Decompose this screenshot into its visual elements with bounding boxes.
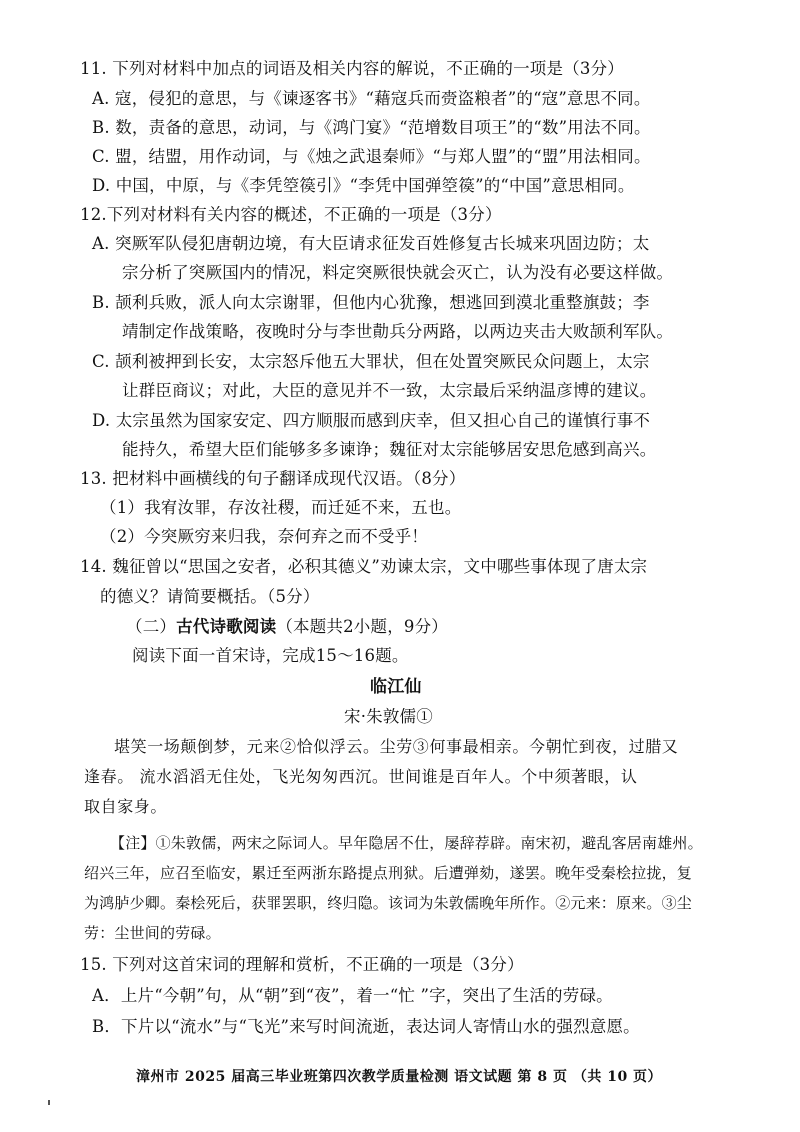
q11-option-a: A. 寇，侵犯的意思，与《谏逐客书》“藉寇兵而赍盗粮者”的“寇”意思不同。 [92, 89, 651, 108]
q14-line1: 14. 魏征曾以“思国之安者，必积其德义”劝谏太宗，文中哪些事体现了唐太宗 [80, 557, 648, 576]
q12-stem: 12.下列对材料有关内容的概述，不正确的一项是（3分） [80, 205, 502, 224]
section-heading-prefix: （二） [126, 617, 177, 636]
q12-option-d-line2: 能持久，希望大臣们能够多多谏诤；魏征对太宗能够居安思危感到高兴。 [122, 440, 657, 459]
q12-option-a-line2: 宗分析了突厥国内的情况，料定突厥很快就会灭亡，认为没有必要这样做。 [122, 263, 674, 282]
q15-option-b: B．下片以“流水”与“飞光”来写时间流逝，表达词人寄情山水的强烈意愿。 [92, 1017, 640, 1036]
note-line-4: 劳：尘世间的劳碌。 [84, 924, 221, 942]
section-intro: 阅读下面一首宋诗，完成15～16题。 [132, 646, 409, 665]
poem-line-1: 堪笑一场颠倒梦，元来②恰似浮云。尘劳③何事最相亲。今朝忙到夜，过腊又 [114, 737, 679, 756]
scan-speck [48, 1100, 50, 1105]
q12-option-c-line2: 让群臣商议；对此，大臣的意见并不一致，太宗最后采纳温彦博的建议。 [122, 381, 657, 400]
q13-sentence-1: （1）我宥汝罪，存汝社稷，而迁延不来，五也。 [100, 498, 462, 517]
section-heading-suffix: （本题共2小题，9分） [276, 617, 449, 636]
q14-line2: 的德义？请简要概括。（5分） [100, 587, 320, 606]
poem-author: 宋·朱敦儒① [344, 707, 433, 726]
note-line-3: 为鸿胪少卿。秦桧死后，获罪罢职，终归隐。该词为朱敦儒晚年所作。②元来：原来。③尘 [84, 894, 693, 912]
poem-line-2: 逢春。 流水滔滔无住处，飞光匆匆西沉。世间谁是百年人。个中须著眼，认 [84, 767, 638, 786]
q15-stem: 15. 下列对这首宋词的理解和赏析，不正确的一项是（3分） [80, 955, 524, 974]
q12-option-b-line2: 靖制定作战策略，夜晚时分与李世勣兵分两路，以两边夹击大败颉利军队。 [122, 322, 674, 341]
poem-title: 临江仙 [370, 677, 422, 697]
q11-option-c: C. 盟，结盟，用作动词，与《烛之武退秦师》“与郑人盟”的“盟”用法相同。 [92, 147, 651, 166]
q12-option-d-line1: D. 太宗虽然为国家安定、四方顺服而感到庆幸，但又担心自己的谨慎行事不 [92, 411, 651, 430]
q11-option-d: D. 中国，中原，与《李凭箜篌引》“李凭中国弹箜篌”的“中国”意思相同。 [92, 176, 635, 195]
q13-stem: 13. 把材料中画横线的句子翻译成现代汉语。（8分） [80, 469, 466, 488]
poem-line-3: 取自家身。 [84, 797, 168, 816]
q13-sentence-2: （2）今突厥穷来归我，奈何弃之而不受乎！ [100, 527, 428, 546]
section-heading-title: 古代诗歌阅读 [176, 617, 277, 636]
q15-option-a: A．上片“今朝”句，从“朝”到“夜”，着一“忙 ”字，突出了生活的劳碌。 [92, 986, 613, 1005]
note-line-2: 绍兴三年，应召至临安，累迁至两浙东路提点刑狱。后遭弹劾，遂罢。晚年受秦桧拉拢，复 [84, 864, 693, 882]
q11-option-b: B. 数，责备的意思，动词，与《鸿门宴》“范增数目项王”的“数”用法不同。 [92, 118, 651, 137]
page-footer: 漳州市 2025 届高三毕业班第四次教学质量检测 语文试题 第 8 页 （共 10 页） [136, 1069, 663, 1085]
q12-option-c-line1: C. 颉利被押到长安，太宗怒斥他五大罪状，但在处置突厥民众问题上，太宗 [92, 352, 650, 371]
q11-stem: 11. 下列对材料中加点的词语及相关内容的解说，不正确的一项是（3分） [80, 59, 624, 78]
section-heading [126, 616, 448, 638]
note-line-1: 【注】①朱敦儒，两宋之际词人。早年隐居不仕，屡辞荐辟。南宋初，避乱客居南雄州。 [110, 834, 703, 852]
q12-option-b-line1: B. 颉利兵败，派人向太宗谢罪，但他内心犹豫，想逃回到漠北重整旗鼓；李 [92, 293, 650, 312]
q12-option-a-line1: A. 突厥军队侵犯唐朝边境，有大臣请求征发百姓修复古长城来巩固边防；太 [92, 234, 650, 253]
